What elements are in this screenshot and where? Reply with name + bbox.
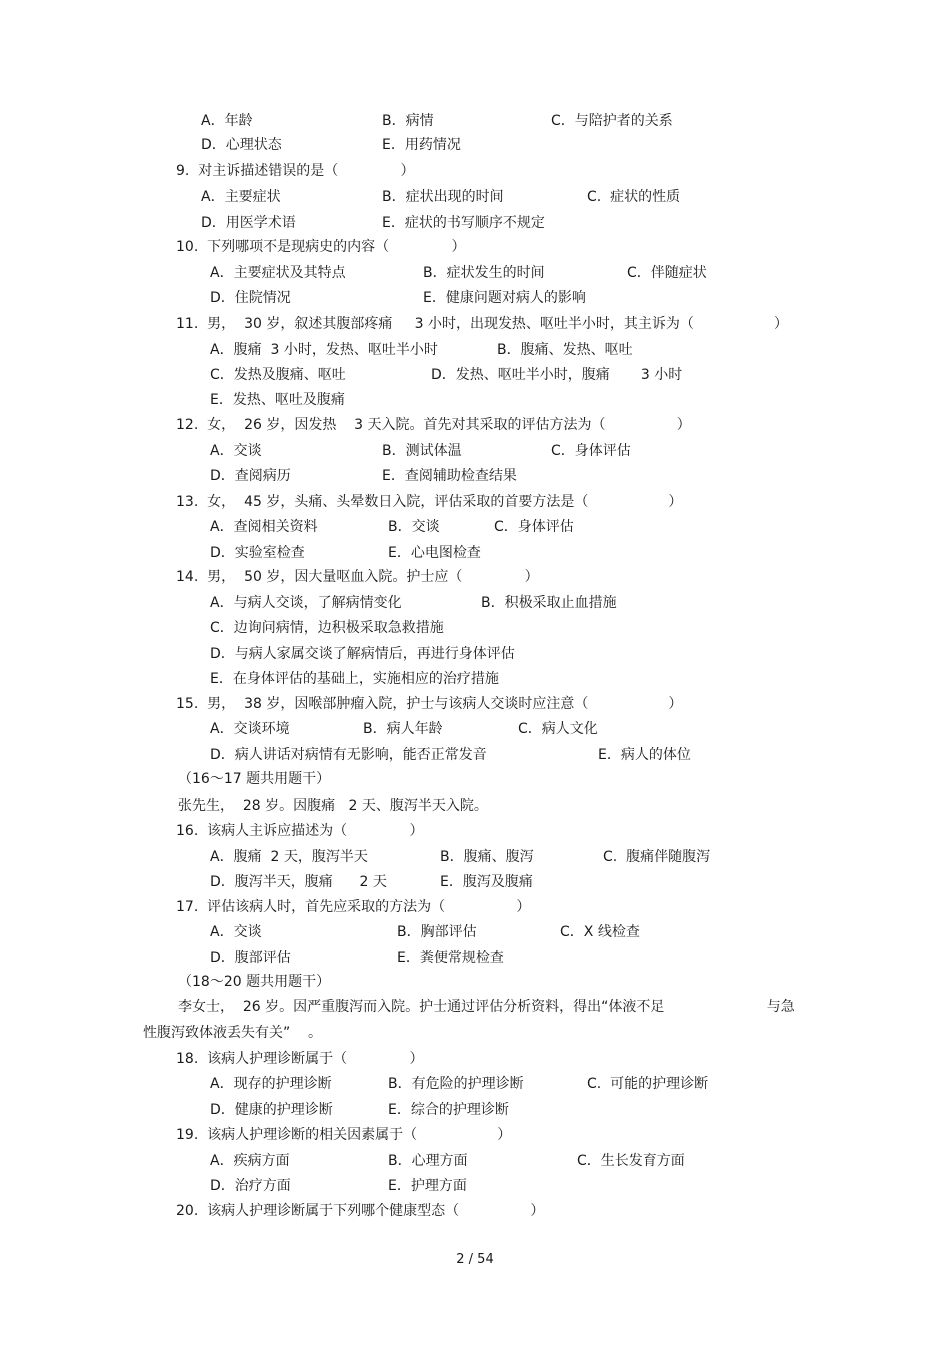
text-line: E．综合的护理诊断 [388, 1102, 509, 1118]
text-line: D．治疗方面 [210, 1178, 291, 1194]
text-line: A．腹痛 3 小时，发热、呕吐半小时 [210, 342, 438, 358]
text-line: A．腹痛 2 天，腹泻半天 [210, 849, 368, 865]
text-line: E．在身体评估的基础上，实施相应的治疗措施 [210, 671, 499, 687]
text-line: 19. 该病人护理诊断的相关因素属于（ ） [176, 1127, 512, 1143]
text-line: D．健康的护理诊断 [210, 1102, 333, 1118]
text-line: A．查阅相关资料 [210, 519, 318, 535]
text-line: A．交谈环境 [210, 721, 290, 737]
text-line: 17. 评估该病人时，首先应采取的方法为（ ） [176, 899, 531, 915]
text-line: A．与病人交谈，了解病情变化 [210, 595, 402, 611]
text-line: B．交谈 [388, 519, 440, 535]
text-line: D．腹部评估 [210, 950, 291, 966]
text-line: B．症状出现的时间 [382, 189, 504, 205]
text-line: D．实验室检查 [210, 545, 305, 561]
text-line: E．病人的体位 [598, 747, 691, 763]
text-line: E．用药情况 [382, 137, 461, 153]
text-line: C．身体评估 [551, 443, 631, 459]
text-line: （16～17 题共用题干） [178, 771, 331, 787]
text-line: B．症状发生的时间 [423, 265, 545, 281]
text-line: C. 症状的性质 [587, 189, 681, 205]
text-line: E．护理方面 [388, 1178, 467, 1194]
text-line: B．测试体温 [382, 443, 462, 459]
text-line: C．伴随症状 [627, 265, 707, 281]
text-line: E．粪便常规检查 [397, 950, 504, 966]
text-line: 李女士， 26 岁。因严重腹泻而入院。护士通过评估分析资料，得出“体液不足 与急 [178, 999, 795, 1015]
text-line: E．腹泻及腹痛 [440, 874, 533, 890]
text-line: D．与病人家属交谈了解病情后，再进行身体评估 [210, 646, 515, 662]
text-line: B．腹痛、发热、呕吐 [497, 342, 633, 358]
text-line: C．X 线检查 [560, 924, 640, 940]
text-line: C．病人文化 [518, 721, 598, 737]
text-line: 13. 女， 45 岁，头痛、头晕数日入院，评估采取的首要方法是（ ） [176, 494, 683, 510]
text-line: 12. 女， 26 岁，因发热 3 天入院。首先对其采取的评估方法为（ ） [176, 417, 691, 433]
text-line: D．发热、呕吐半小时，腹痛 3 小时 [431, 367, 683, 383]
text-line: D．用医学术语 [201, 215, 296, 231]
text-line: C．发热及腹痛、呕吐 [210, 367, 346, 383]
text-line: C. 可能的护理诊断 [587, 1076, 709, 1092]
text-line: C．身体评估 [494, 519, 574, 535]
text-line: E．健康问题对病人的影响 [423, 290, 586, 306]
text-line: E．症状的书写顺序不规定 [382, 215, 545, 231]
text-line: D．病人讲话对病情有无影响，能否正常发音 [210, 747, 487, 763]
text-line: C．生长发育方面 [577, 1153, 685, 1169]
text-line: B．积极采取止血措施 [481, 595, 617, 611]
text-line: E．心电图检查 [388, 545, 481, 561]
text-line: B．腹痛、腹泻 [440, 849, 534, 865]
text-line: E．发热、呕吐及腹痛 [210, 392, 345, 408]
text-line: 20. 该病人护理诊断属于下列哪个健康型态（ ） [176, 1203, 545, 1219]
text-line: B．有危险的护理诊断 [388, 1076, 524, 1092]
text-line: 14. 男， 50 岁，因大量呕血入院。护士应（ ） [176, 569, 539, 585]
text-line: C. 腹痛伴随腹泻 [603, 849, 711, 865]
text-line: E．查阅辅助检查结果 [382, 468, 517, 484]
text-line: 10. 下列哪项不是现病史的内容（ ） [176, 239, 466, 255]
page-number: 2 / 54 [456, 1252, 494, 1267]
text-line: B．心理方面 [388, 1153, 468, 1169]
text-line: 张先生， 28 岁。因腹痛 2 天、腹泻半天入院。 [178, 798, 488, 814]
text-line: A．现存的护理诊断 [210, 1076, 332, 1092]
text-line: B．病情 [382, 113, 434, 129]
text-line: A．主要症状及其特点 [210, 265, 346, 281]
text-line: C．边询问病情，边积极采取急救措施 [210, 620, 444, 636]
text-line: （18～20 题共用题干） [178, 974, 331, 990]
text-line: D．腹泻半天，腹痛 2 天 [210, 874, 387, 890]
text-line: D．查阅病历 [210, 468, 291, 484]
text-line: B．病人年龄 [363, 721, 443, 737]
text-line: A．交谈 [210, 443, 262, 459]
text-line: A．疾病方面 [210, 1153, 290, 1169]
text-line: 性腹泻致体液丢失有关” 。 [143, 1025, 323, 1041]
text-line: 16. 该病人主诉应描述为（ ） [176, 823, 424, 839]
text-line: 11. 男， 30 岁，叙述其腹部疼痛 3 小时，出现发热、呕吐半小时，其主诉为（ ） [176, 316, 789, 332]
text-line: A．交谈 [210, 924, 262, 940]
text-line: 9. 对主诉描述错误的是（ ） [176, 163, 415, 179]
text-line: B．胸部评估 [397, 924, 477, 940]
text-line: A．年龄 [201, 113, 253, 129]
text-line: D．住院情况 [210, 290, 291, 306]
text-line: A．主要症状 [201, 189, 281, 205]
text-line: C．与陪护者的关系 [551, 113, 673, 129]
text-line: 18. 该病人护理诊断属于（ ） [176, 1051, 424, 1067]
text-line: D．心理状态 [201, 137, 282, 153]
text-line: 15. 男， 38 岁，因喉部肿瘤入院，护士与该病人交谈时应注意（ ） [176, 696, 683, 712]
